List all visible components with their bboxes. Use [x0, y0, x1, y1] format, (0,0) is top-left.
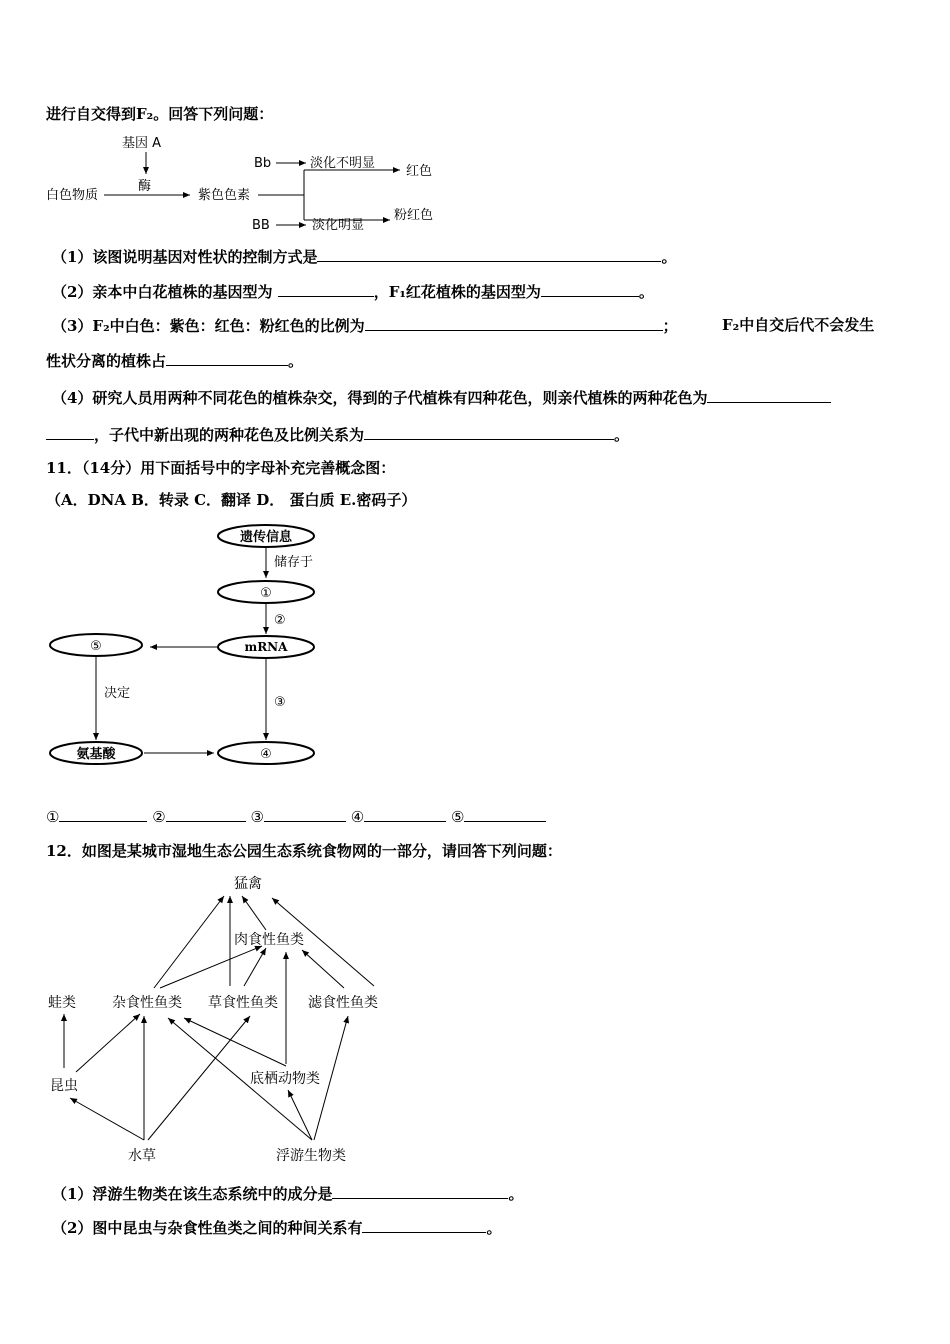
benthic-label: 底栖动物类 — [250, 1071, 320, 1087]
q10-4: （4）研究人员用两种不同花色的植株杂交，得到的子代植株有四种花色，则亲代植株的两种花色为 — [52, 387, 831, 408]
node-3-label: ③ — [274, 695, 286, 710]
answer-blank[interactable] — [264, 806, 346, 822]
gene-a-label: 基因 A — [122, 136, 162, 151]
stored-in-label: 储存于 — [274, 555, 314, 570]
answer-blank[interactable] — [707, 387, 831, 403]
node-4-label: ④ — [260, 747, 272, 762]
answer-blank[interactable] — [365, 315, 663, 331]
answer-label-1: ① — [46, 808, 60, 826]
q11-title: 11．（14分）用下面括号中的字母补充完善概念图： — [46, 459, 396, 477]
red-label: 红色 — [406, 164, 433, 179]
q11-options: （A．DNA B．转录 C．翻译 D． 蛋白质 E.密码子） — [46, 491, 417, 509]
bb-lower: BB — [252, 218, 270, 233]
dilute-strong-label: 淡化明显 — [312, 218, 365, 233]
white-substance: 白色物质 — [46, 188, 99, 203]
node-5-label: ⑤ — [90, 639, 102, 654]
q10-2: （2）亲本中白花植株的基因型为 ，F₁红花植株的基因型为 。 — [52, 283, 654, 301]
answer-label-2: ② — [152, 808, 166, 826]
q10-3-cont: 性状分离的植株占 。 — [46, 352, 304, 370]
q10-4-cont: ，子代中新出现的两种花色及比例关系为 。 — [46, 424, 629, 445]
frog-label: 蛙类 — [48, 995, 76, 1011]
answer-blank[interactable] — [364, 806, 446, 822]
q11-answers — [46, 806, 546, 827]
plankton-label: 浮游生物类 — [276, 1148, 346, 1164]
q12-1: （1）浮游生物类在该生态系统中的成分是 。 — [52, 1185, 524, 1203]
concept-map — [44, 520, 334, 775]
genetic-info-label: 遗传信息 — [239, 530, 293, 545]
enzyme-label: 酶 — [138, 179, 152, 194]
q10-3-tail: F₂中自交后代不会发生 — [722, 316, 875, 334]
bb-upper: Bb — [254, 156, 272, 171]
omnivore-fish-label: 杂食性鱼类 — [112, 995, 182, 1011]
answer-blank[interactable] — [166, 806, 246, 822]
purple-pigment: 紫色色素 — [198, 188, 251, 203]
answer-blank[interactable] — [46, 424, 94, 440]
mrna-label: mRNA — [244, 640, 288, 654]
filter-fish-label: 滤食性鱼类 — [308, 995, 378, 1011]
node-2-label: ② — [274, 613, 286, 628]
answer-blank[interactable] — [59, 806, 147, 822]
raptor-label: 猛禽 — [234, 876, 262, 892]
water-grass-label: 水草 — [128, 1148, 156, 1164]
gene-pathway-diagram — [40, 130, 460, 240]
answer-blank[interactable] — [364, 424, 614, 440]
intro-line: 进行自交得到F₂。回答下列问题： — [46, 105, 274, 123]
q10-1: （1）该图说明基因对性状的控制方式是 。 — [52, 248, 677, 266]
amino-acid-label: 氨基酸 — [76, 747, 116, 762]
q10-3: （3）F₂中白色：紫色：红色：粉红色的比例为 ； — [52, 317, 678, 335]
answer-label-4: ④ — [350, 808, 365, 826]
q12-2: （2）图中昆虫与杂食性鱼类之间的种间关系有 。 — [52, 1219, 502, 1237]
answer-blank[interactable] — [317, 246, 661, 262]
answer-blank[interactable] — [362, 1217, 486, 1233]
pink-label: 粉红色 — [394, 208, 434, 223]
answer-blank[interactable] — [332, 1183, 508, 1199]
q12-title: 12．如图是某城市湿地生态公园生态系统食物网的一部分，请回答下列问题： — [46, 842, 562, 860]
carnivore-fish-label: 肉食性鱼类 — [234, 932, 304, 948]
answer-blank[interactable] — [166, 350, 288, 366]
food-web-diagram — [44, 868, 404, 1168]
answer-label-3: ③ — [250, 808, 264, 826]
node-1-label: ① — [260, 586, 272, 601]
determines-label: 决定 — [104, 686, 131, 701]
answer-label-5: ⑤ — [450, 808, 465, 826]
insect-label: 昆虫 — [50, 1078, 78, 1094]
answer-blank[interactable] — [541, 281, 639, 297]
dilute-weak-label: 淡化不明显 — [310, 156, 376, 171]
answer-blank[interactable] — [464, 806, 546, 822]
herbivore-fish-label: 草食性鱼类 — [208, 995, 278, 1011]
answer-blank[interactable] — [278, 281, 374, 297]
